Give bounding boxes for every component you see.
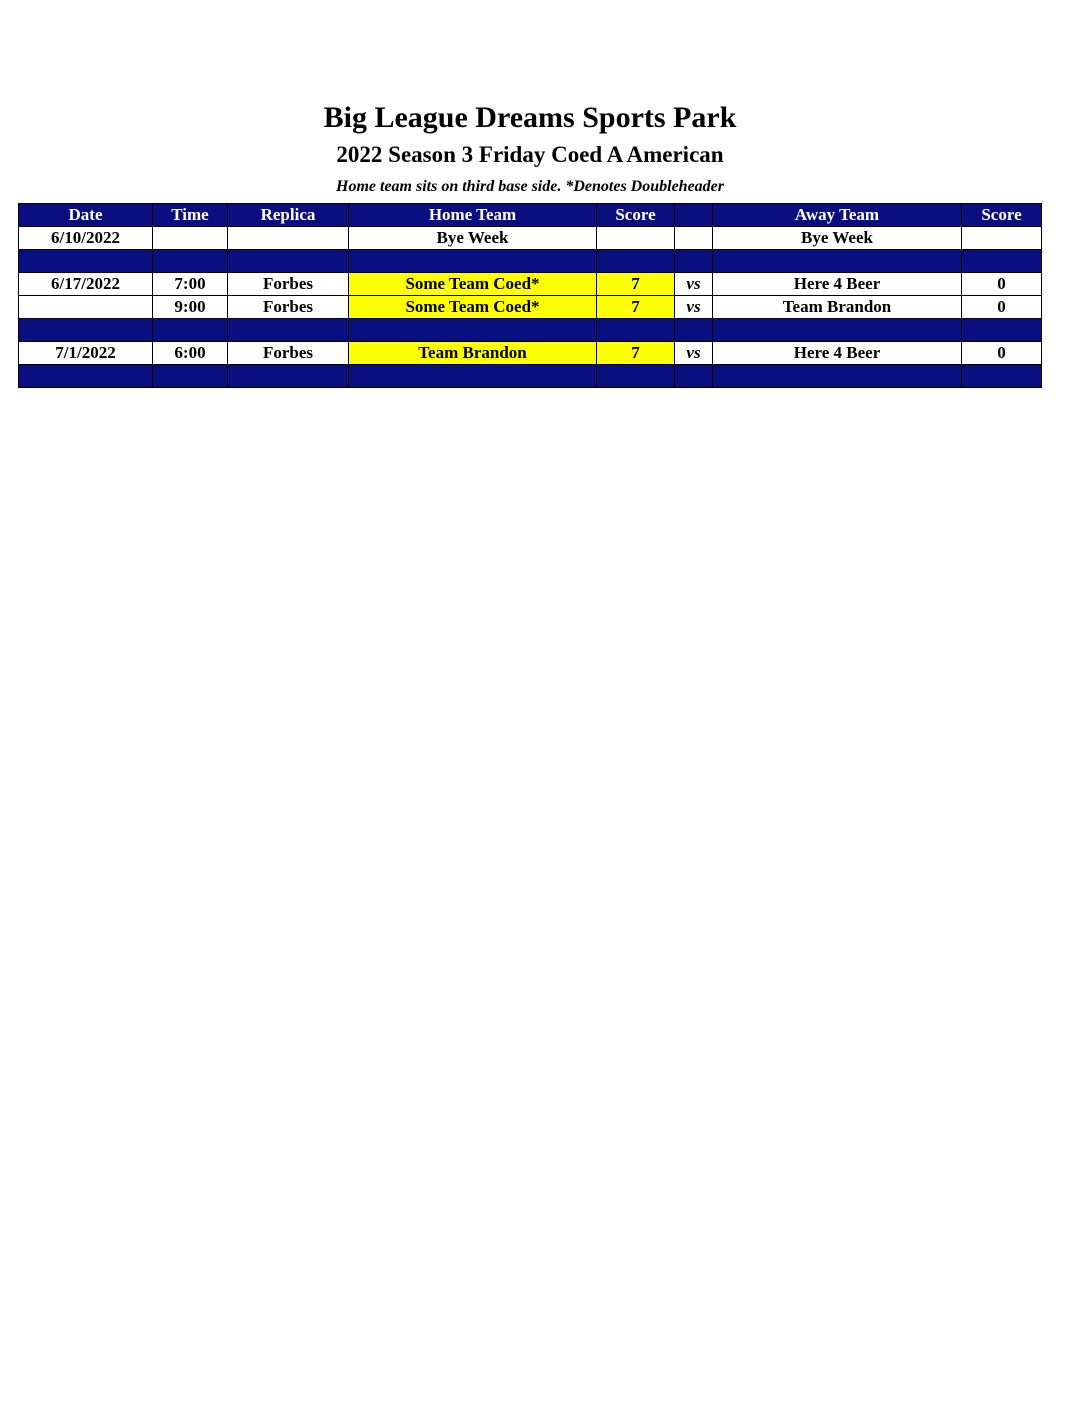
cell-replica: Forbes	[228, 342, 349, 365]
cell-vs: vs	[675, 273, 713, 296]
separator-row	[19, 250, 1042, 273]
cell-replica	[228, 227, 349, 250]
separator-cell	[19, 250, 153, 273]
separator-row	[19, 365, 1042, 388]
separator-cell	[597, 365, 675, 388]
separator-cell	[713, 365, 962, 388]
separator-cell	[675, 319, 713, 342]
separator-cell	[19, 319, 153, 342]
column-header-away-team: Away Team	[713, 204, 962, 227]
separator-cell	[153, 365, 228, 388]
cell-vs: vs	[675, 296, 713, 319]
column-header-time: Time	[153, 204, 228, 227]
table-row	[19, 296, 1042, 319]
cell-home-team: Team Brandon	[349, 342, 597, 365]
cell-home-score: 7	[597, 273, 675, 296]
column-header-away-score: Score	[962, 204, 1042, 227]
column-header-replica: Replica	[228, 204, 349, 227]
cell-home-team: Bye Week	[349, 227, 597, 250]
separator-cell	[962, 319, 1042, 342]
cell-away-team: Here 4 Beer	[713, 342, 962, 365]
cell-time: 6:00	[153, 342, 228, 365]
column-header-home-team: Home Team	[349, 204, 597, 227]
cell-date	[19, 296, 153, 319]
cell-vs: vs	[675, 342, 713, 365]
cell-replica: Forbes	[228, 273, 349, 296]
separator-cell	[228, 365, 349, 388]
cell-away-team: Team Brandon	[713, 296, 962, 319]
cell-time: 7:00	[153, 273, 228, 296]
separator-cell	[597, 250, 675, 273]
table-row	[19, 273, 1042, 296]
table-row	[19, 342, 1042, 365]
cell-home-score	[597, 227, 675, 250]
column-header-date: Date	[19, 204, 153, 227]
cell-date: 7/1/2022	[19, 342, 153, 365]
separator-cell	[713, 319, 962, 342]
separator-cell	[675, 365, 713, 388]
cell-away-team: Here 4 Beer	[713, 273, 962, 296]
separator-cell	[713, 250, 962, 273]
cell-date: 6/10/2022	[19, 227, 153, 250]
cell-date: 6/17/2022	[19, 273, 153, 296]
cell-home-score: 7	[597, 342, 675, 365]
separator-cell	[597, 319, 675, 342]
separator-row	[19, 319, 1042, 342]
separator-cell	[962, 250, 1042, 273]
column-header-vs	[675, 204, 713, 227]
cell-away-team: Bye Week	[713, 227, 962, 250]
page-title: Big League Dreams Sports Park	[323, 101, 737, 134]
cell-replica: Forbes	[228, 296, 349, 319]
page-subtitle: 2022 Season 3 Friday Coed A American	[336, 142, 724, 167]
cell-away-score: 0	[962, 296, 1042, 319]
separator-cell	[675, 250, 713, 273]
cell-time	[153, 227, 228, 250]
separator-cell	[153, 250, 228, 273]
separator-cell	[349, 250, 597, 273]
separator-cell	[349, 365, 597, 388]
separator-cell	[228, 319, 349, 342]
cell-away-score: 0	[962, 342, 1042, 365]
cell-time: 9:00	[153, 296, 228, 319]
cell-home-team: Some Team Coed*	[349, 296, 597, 319]
column-header-home-score: Score	[597, 204, 675, 227]
table-header-row	[19, 204, 1042, 227]
separator-cell	[349, 319, 597, 342]
separator-cell	[228, 250, 349, 273]
cell-vs	[675, 227, 713, 250]
cell-home-team: Some Team Coed*	[349, 273, 597, 296]
cell-away-score	[962, 227, 1042, 250]
table-row	[19, 227, 1042, 250]
separator-cell	[153, 319, 228, 342]
cell-away-score: 0	[962, 273, 1042, 296]
cell-home-score: 7	[597, 296, 675, 319]
schedule-note: Home team sits on third base side. *Denotes Doubleheader	[336, 178, 724, 195]
separator-cell	[19, 365, 153, 388]
schedule-table	[18, 203, 1042, 388]
separator-cell	[962, 365, 1042, 388]
